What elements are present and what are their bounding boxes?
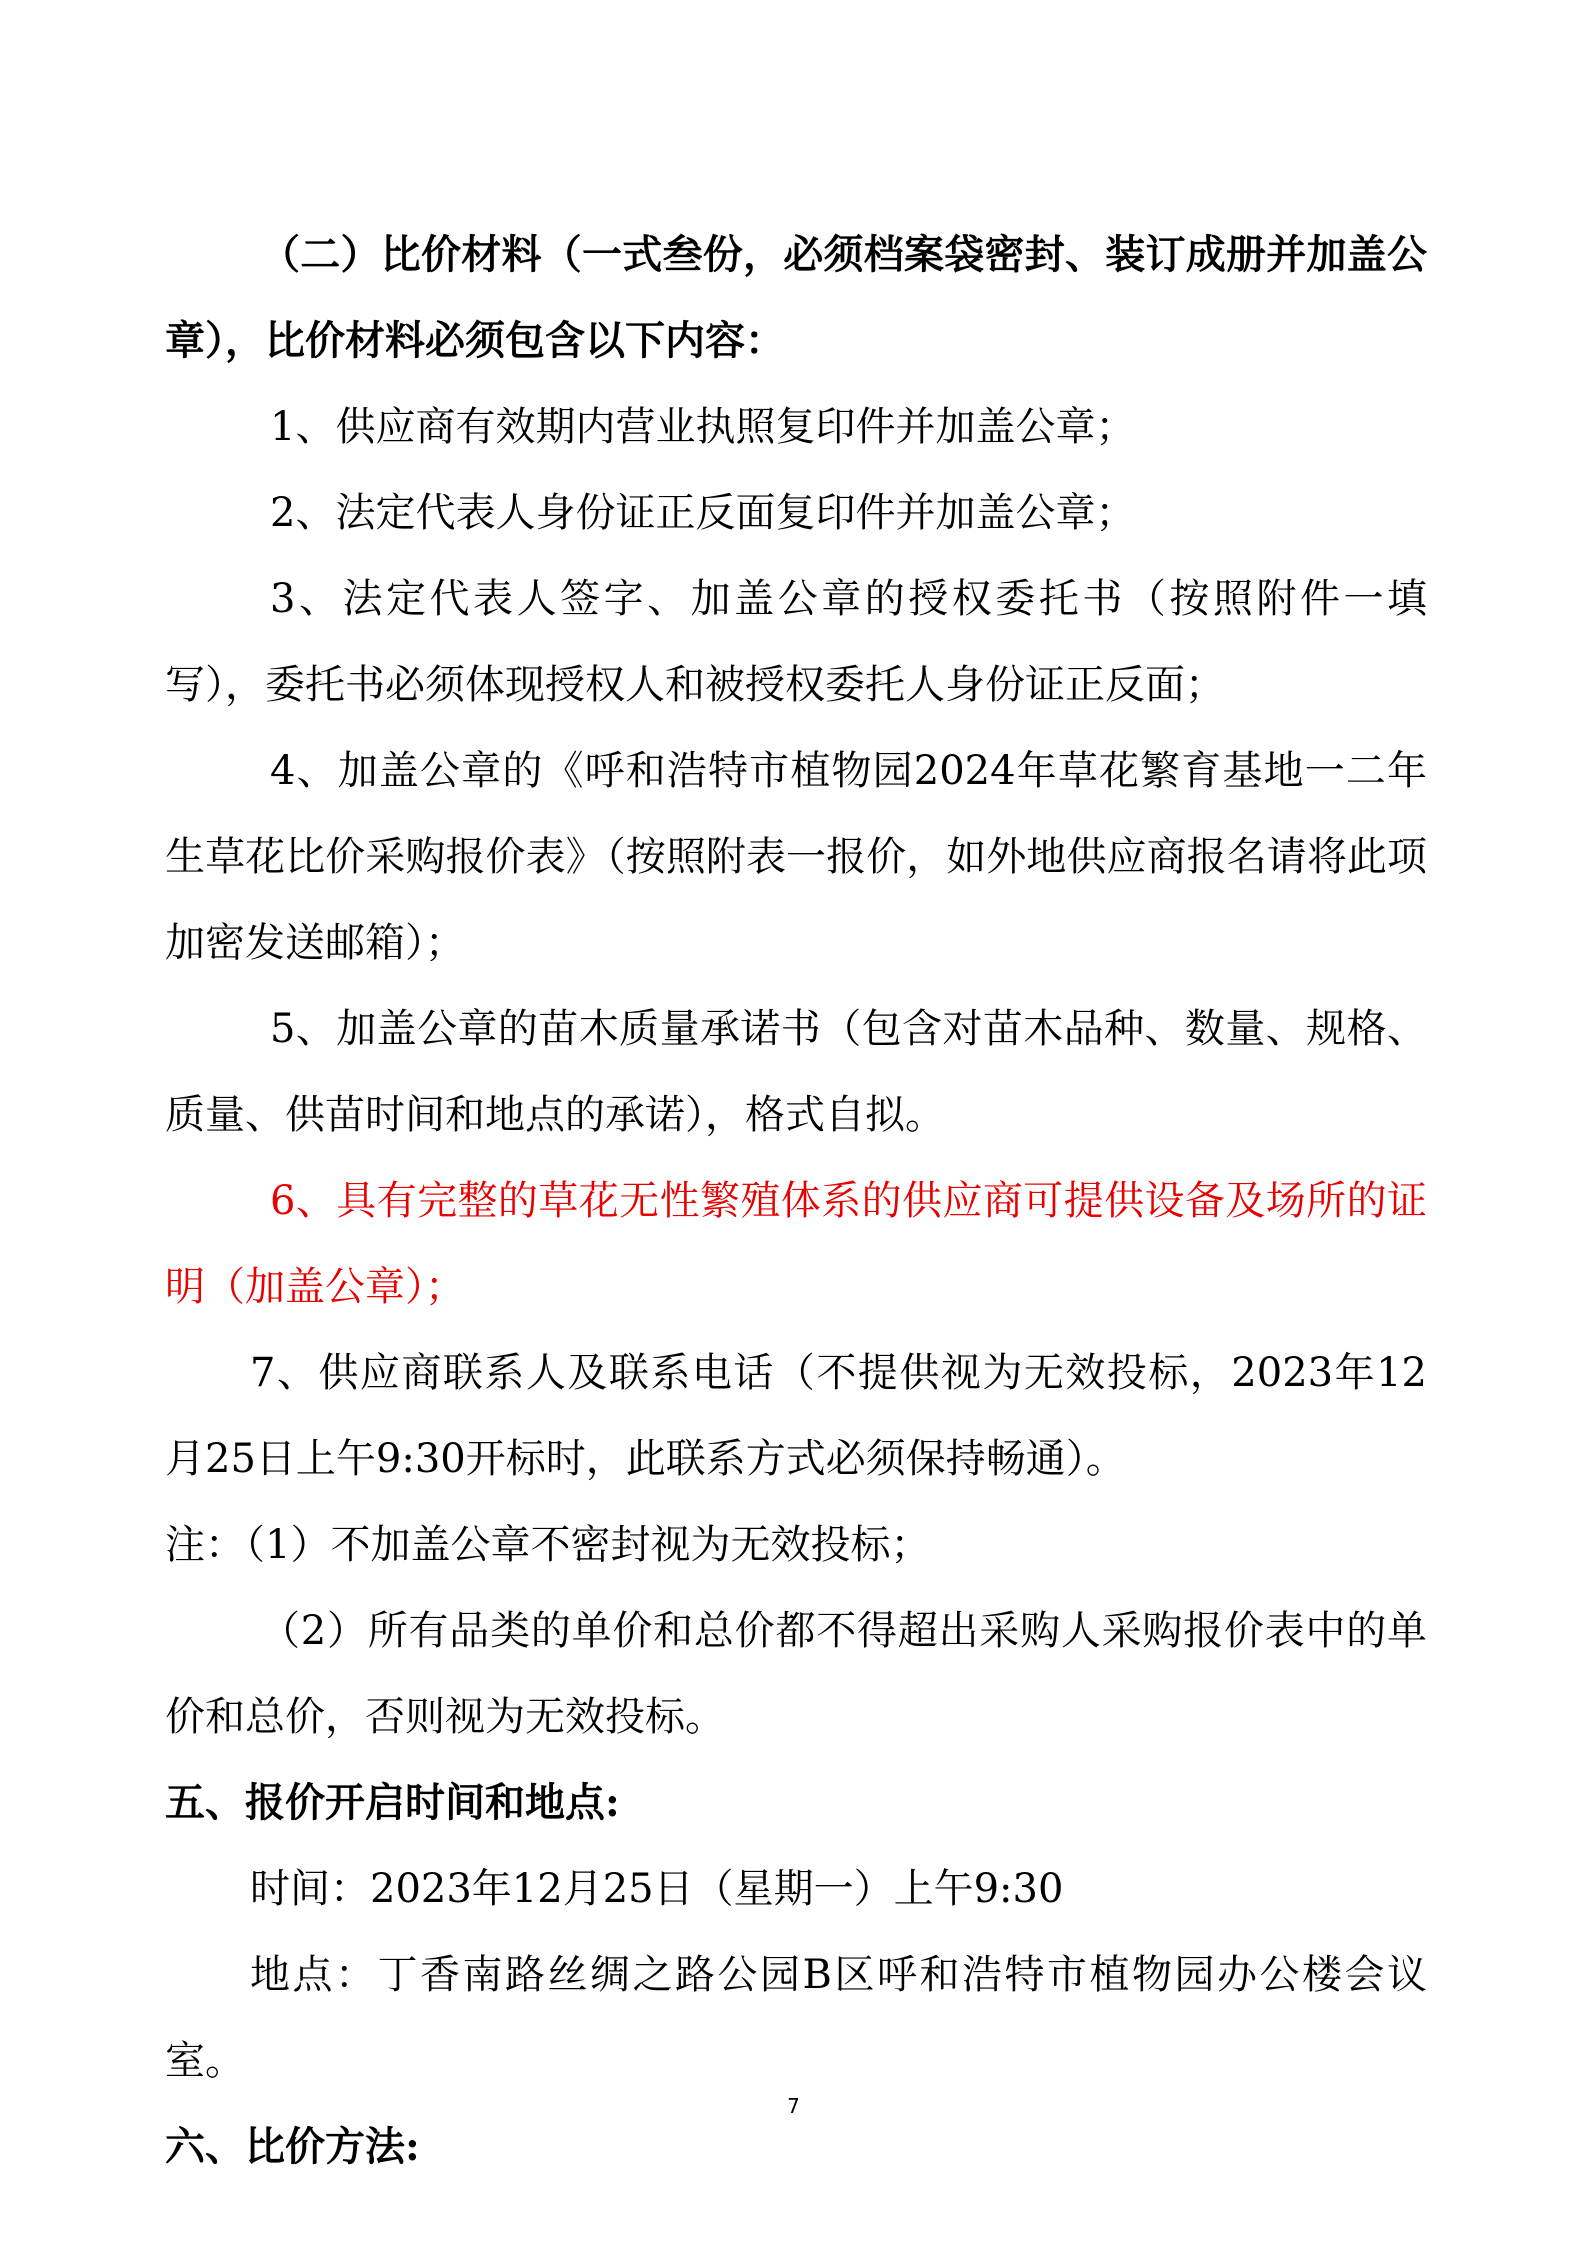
- materials-item-1: 1、供应商有效期内营业执照复印件并加盖公章；: [270, 404, 1136, 450]
- note-2: （2）所有品类的单价和总价都不得超出采购人采购报价表中的单价和总价，否则视为无效投标。: [165, 1608, 1427, 1740]
- materials-item-2: 2、法定代表人身份证正反面复印件并加盖公章；: [270, 490, 1136, 536]
- opening-time: 时间：2023年12月25日（星期一）上午9:30: [250, 1866, 1064, 1912]
- document-body: [165, 212, 1427, 2190]
- materials-item-5: 5、加盖公章的苗木质量承诺书（包含对苗木品种、数量、规格、质量、供苗时间和地点的承诺），格式自拟。: [165, 1006, 1427, 1138]
- section-six-heading: 六、比价方法:: [165, 2123, 420, 2170]
- note-1: 注：（1）不加盖公章不密封视为无效投标；: [165, 1522, 931, 1568]
- materials-item-3: 3、法定代表人签字、加盖公章的授权委托书（按照附件一填写），委托书必须体现授权人和被授权委托人身份证正反面；: [165, 576, 1427, 708]
- materials-item-6-highlight: 6、具有完整的草花无性繁殖体系的供应商可提供设备及场所的证明（加盖公章）；: [165, 1178, 1427, 1310]
- opening-location: 地点：丁香南路丝绸之路公园B区呼和浩特市植物园办公楼会议室。: [165, 1952, 1427, 2084]
- materials-item-7: 7、供应商联系人及联系电话（不提供视为无效投标，2023年12月25日上午9:30开标时，此联系方式必须保持畅通）。: [165, 1350, 1427, 1482]
- materials-heading: （二）比价材料（一式叁份，必须档案袋密封、装订成册并加盖公章），比价材料必须包含以下内容：: [165, 231, 1427, 364]
- section-five-heading: 五、报价开启时间和地点:: [165, 1779, 620, 1826]
- materials-item-4: 4、加盖公章的《呼和浩特市植物园2024年草花繁育基地一二年生草花比价采购报价表》（按照附表一报价，如外地供应商报名请将此项加密发送邮箱）；: [165, 748, 1427, 966]
- page-number: 7: [787, 2094, 800, 2118]
